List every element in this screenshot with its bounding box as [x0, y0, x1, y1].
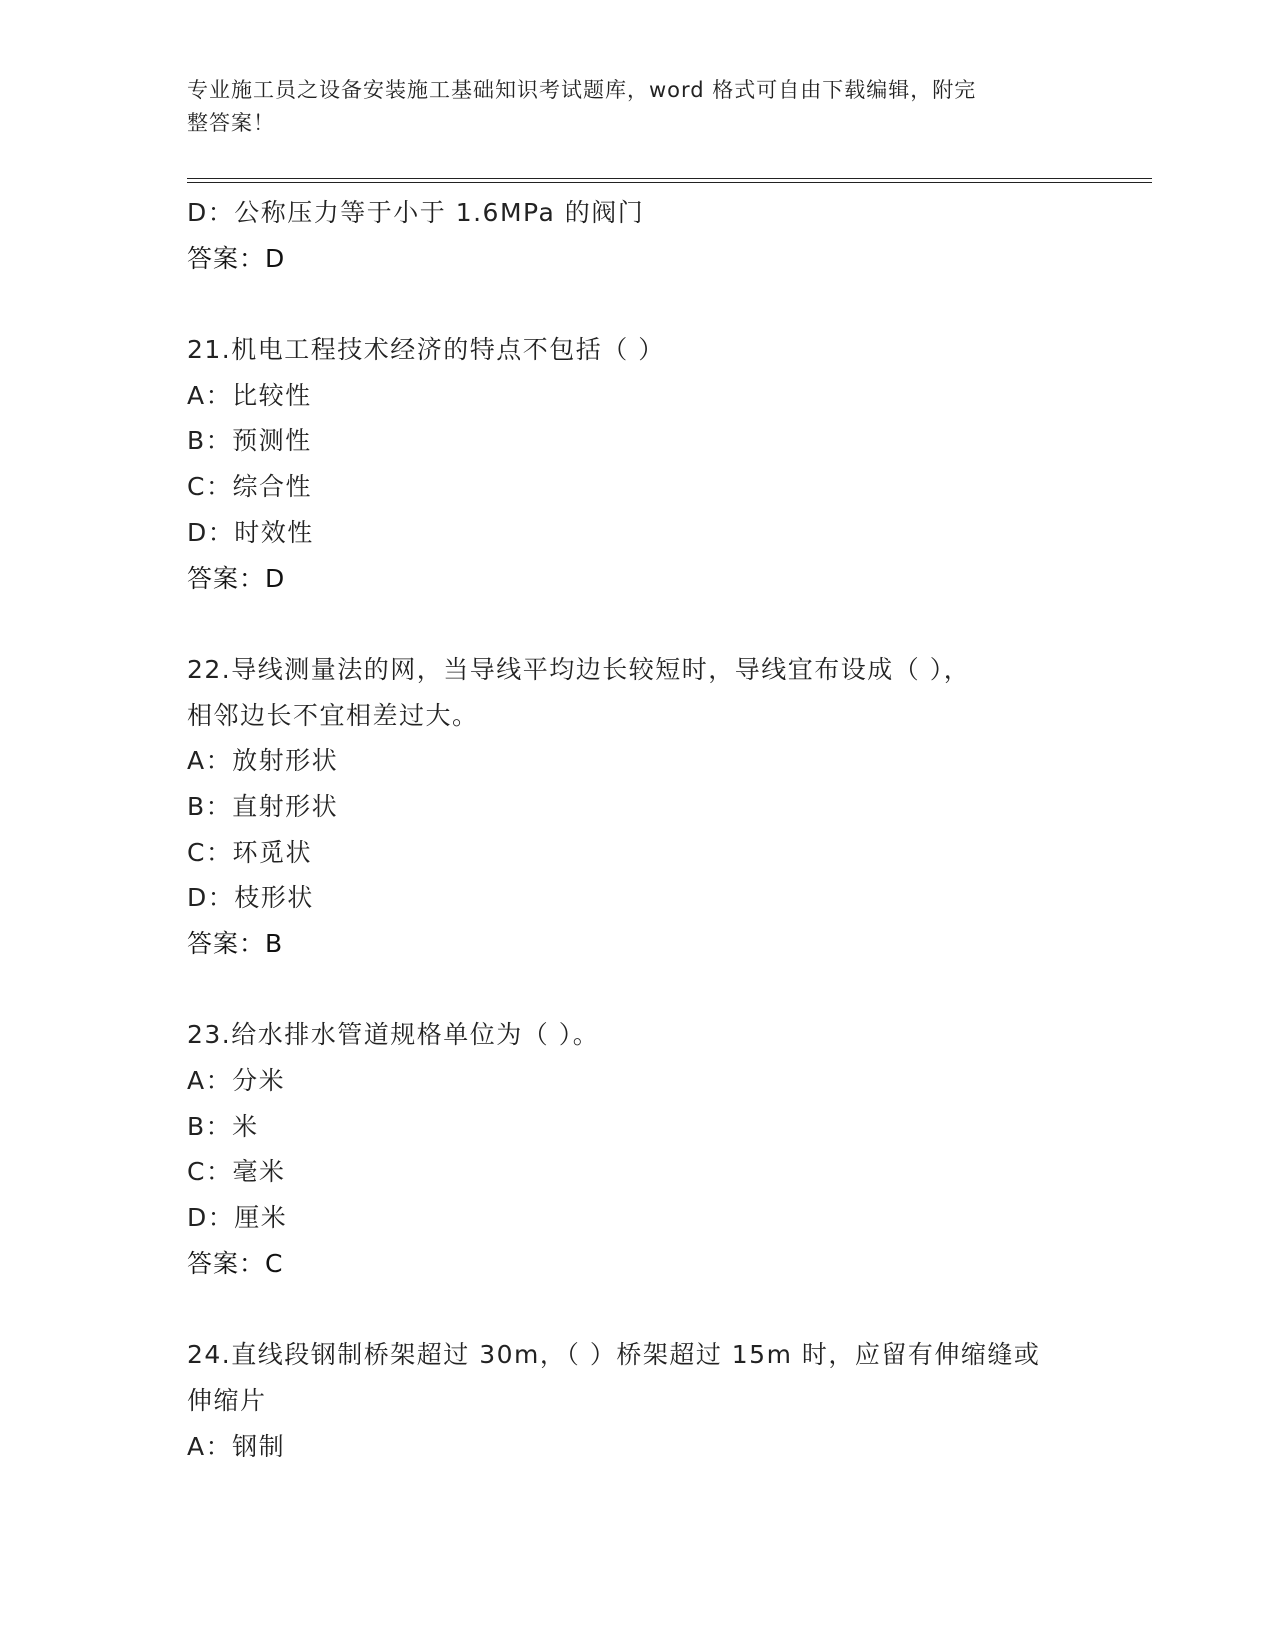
question-stem-continued: 伸缩片	[187, 1385, 267, 1415]
header-divider-top	[187, 178, 1152, 179]
header-divider-bottom	[187, 182, 1152, 183]
option-c: C：毫米	[187, 1157, 286, 1187]
option-c: C：环觅状	[187, 837, 312, 867]
answer-label: 答案：	[187, 563, 266, 593]
page-header	[187, 74, 1067, 140]
answer-label: 答案：	[187, 243, 266, 273]
question-20-tail	[187, 190, 1087, 281]
answer-line	[187, 236, 1087, 282]
answer-label: 答案：	[187, 1248, 266, 1278]
question-stem-continued: 相邻边长不宜相差过大。	[187, 700, 479, 730]
option-d: D：厘米	[187, 1203, 288, 1233]
spacer	[187, 281, 1087, 327]
option-b: B：预测性	[187, 426, 312, 456]
option-d: D：公称压力等于小于 1.6MPa 的阀门	[187, 198, 645, 227]
answer-value: C	[265, 1248, 284, 1278]
answer-value: D	[265, 243, 286, 273]
option-a: A：比较性	[187, 380, 312, 410]
document-body	[187, 190, 1087, 1469]
question-22	[187, 647, 1087, 967]
option-d: D：时效性	[187, 517, 314, 547]
answer-line	[187, 921, 1087, 967]
answer-label: 答案：	[187, 929, 266, 958]
option-a: A：分米	[187, 1066, 286, 1096]
answer-line	[187, 1241, 1087, 1287]
answer-value: D	[265, 563, 286, 593]
spacer	[187, 1287, 1087, 1333]
question-stem: 21.机电工程技术经济的特点不包括（ ）	[187, 335, 665, 365]
option-c: C：综合性	[187, 472, 312, 502]
question-stem: 24.直线段钢制桥架超过 30m，（ ）桥架超过 15m 时，应留有伸缩缝或	[187, 1340, 1041, 1370]
option-b: B：米	[187, 1111, 259, 1141]
question-24	[187, 1332, 1087, 1469]
spacer	[187, 967, 1087, 1013]
option-a: A：钢制	[187, 1431, 286, 1461]
option-b: B：直射形状	[187, 791, 339, 821]
option-d: D：枝形状	[187, 883, 314, 913]
question-stem: 23.给水排水管道规格单位为（ ）。	[187, 1020, 600, 1050]
question-21	[187, 327, 1087, 601]
question-23	[187, 1012, 1087, 1286]
header-title-line-2: 整答案！	[187, 111, 275, 135]
question-stem: 22.导线测量法的网，当导线平均边长较短时，导线宜布设成（ ），	[187, 654, 971, 684]
option-a: A：放射形状	[187, 746, 339, 776]
spacer	[187, 601, 1087, 647]
answer-value: B	[265, 929, 284, 958]
header-title-line-1: 专业施工员之设备安装施工基础知识考试题库，word 格式可自由下载编辑，附完	[187, 78, 977, 102]
answer-line	[187, 556, 1087, 602]
